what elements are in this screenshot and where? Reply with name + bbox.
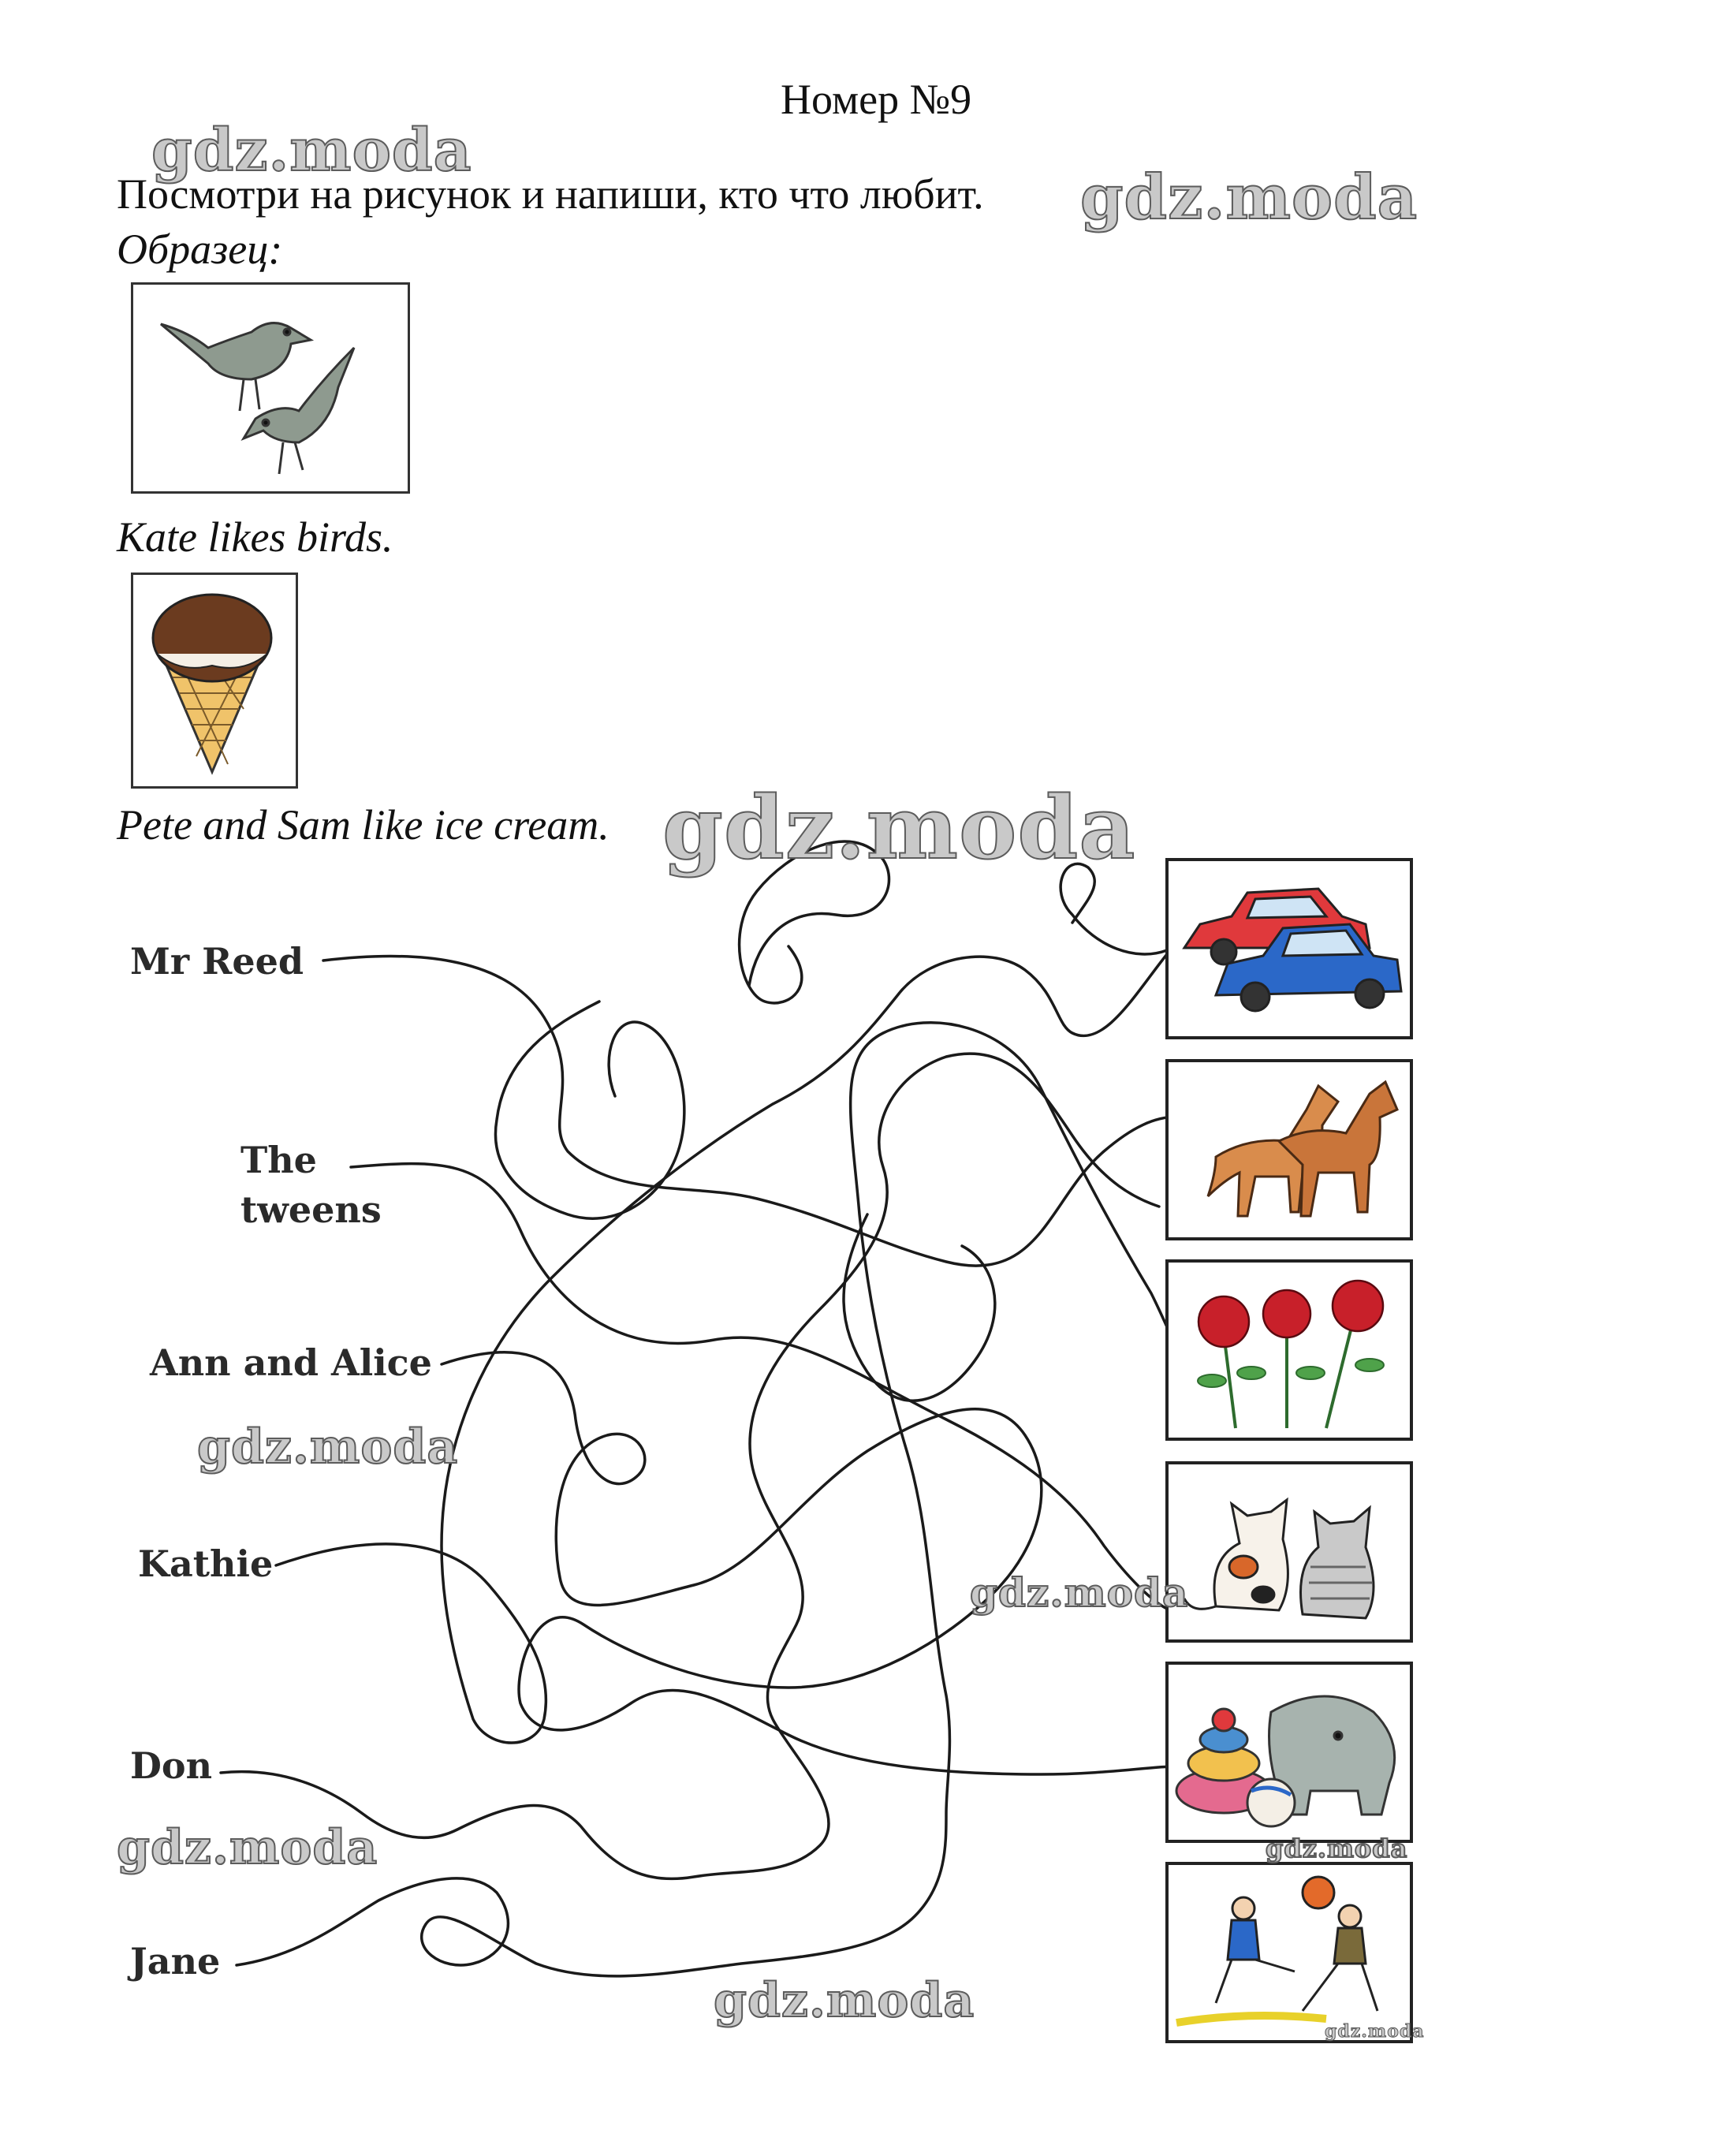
cats-illustration: [1169, 1464, 1410, 1639]
football-illustration: [1169, 1865, 1410, 2040]
name-mr-reed: Mr Reed: [130, 940, 304, 983]
example-sentence-1: Kate likes birds.: [117, 513, 393, 561]
name-don: Don: [130, 1744, 213, 1787]
watermark-8: gdz.moda: [714, 1973, 975, 2028]
watermark-5: gdz.moda: [970, 1569, 1189, 1616]
maze-line-the-tweens: [351, 1164, 1167, 1609]
cars-picture: [1165, 858, 1413, 1039]
watermark-3: gdz.moda: [662, 777, 1136, 878]
horses-picture: [1165, 1059, 1413, 1240]
name-jane: Jane: [130, 1940, 221, 1983]
cars-illustration: [1169, 861, 1410, 1036]
watermark-9: gdz.moda: [1325, 2021, 1425, 2042]
football-picture: [1165, 1862, 1413, 2043]
maze-line-ann-and-alice: [442, 1352, 1175, 1774]
watermark-1: gdz.moda: [151, 117, 472, 185]
name-the-tweens-line1: The: [240, 1139, 317, 1181]
watermark-4: gdz.moda: [197, 1419, 459, 1475]
sample-label: Образец:: [117, 226, 283, 273]
name-kathie: Kathie: [138, 1542, 274, 1585]
roses-illustration: [1169, 1263, 1410, 1438]
instruction-text: Посмотри на рисунок и напиши, кто что любит.: [117, 170, 984, 218]
horses-illustration: [1169, 1062, 1410, 1237]
toys-illustration: [1169, 1665, 1410, 1840]
watermark-2: gdz.moda: [1080, 162, 1418, 233]
roses-picture: [1165, 1259, 1413, 1441]
toys-picture: [1165, 1662, 1413, 1843]
watermark-7: gdz.moda: [1266, 1833, 1408, 1863]
name-the-tweens-line2: tweens: [240, 1188, 382, 1231]
maze-line-extra-4: [844, 1214, 995, 1401]
page-title: Номер №9: [781, 76, 972, 123]
name-ann-and-alice: Ann and Alice: [150, 1341, 432, 1384]
example-sentence-2: Pete and Sam like ice cream.: [117, 801, 610, 849]
cats-picture: [1165, 1461, 1413, 1643]
watermark-6: gdz.moda: [117, 1820, 378, 1875]
